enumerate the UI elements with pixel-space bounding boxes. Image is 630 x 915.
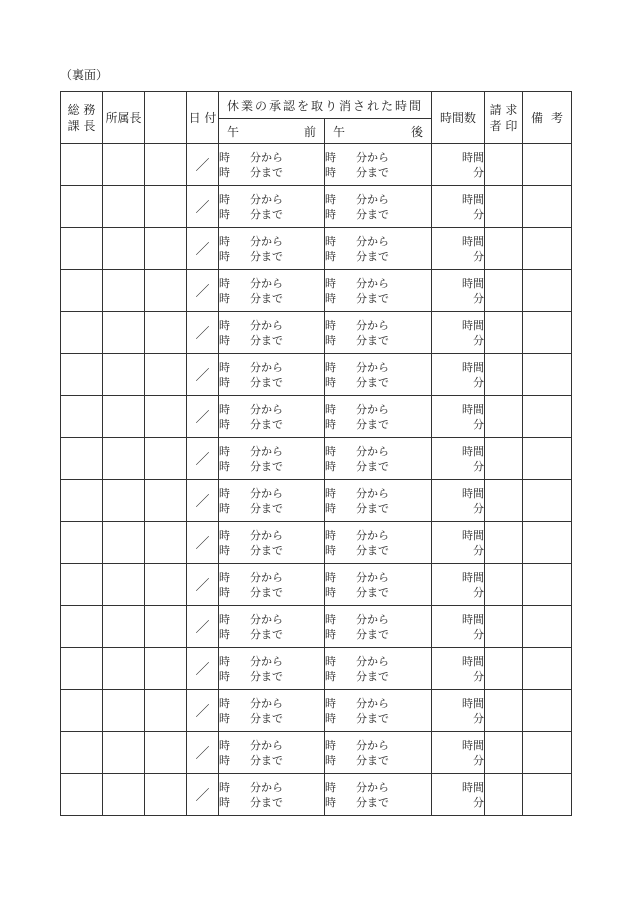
cell-biko[interactable] [523, 480, 572, 522]
cell-gogo-time[interactable]: 時 分から 時 分まで [325, 690, 432, 732]
cell-date[interactable]: ／ [187, 312, 219, 354]
cell-biko[interactable] [523, 396, 572, 438]
cell-gozen-time[interactable]: 時 分から 時 分まで [219, 606, 325, 648]
cell-shozokucho[interactable] [103, 774, 145, 816]
page-side-label: （裏面） [60, 68, 109, 82]
cell-date[interactable]: ／ [187, 228, 219, 270]
cell-seikyusha-in[interactable] [485, 270, 523, 312]
cell-seikyusha-in[interactable] [485, 312, 523, 354]
cell-gogo-time[interactable]: 時 分から 時 分まで [325, 564, 432, 606]
cell-blank[interactable] [145, 690, 187, 732]
cell-seikyusha-in[interactable] [485, 354, 523, 396]
cell-somu-kacho[interactable] [61, 480, 103, 522]
cell-date[interactable]: ／ [187, 564, 219, 606]
cell-gogo-time[interactable]: 時 分から 時 分まで [325, 522, 432, 564]
cell-jikansu[interactable]: 時間 分 [432, 648, 485, 690]
cell-somu-kacho[interactable] [61, 522, 103, 564]
cell-gogo-time[interactable]: 時 分から 時 分まで [325, 732, 432, 774]
cell-biko[interactable] [523, 564, 572, 606]
cell-gogo-time[interactable]: 時 分から 時 分まで [325, 354, 432, 396]
cell-blank[interactable] [145, 774, 187, 816]
cell-date[interactable]: ／ [187, 480, 219, 522]
table-row [61, 312, 572, 354]
cell-biko[interactable] [523, 270, 572, 312]
cell-jikansu[interactable]: 時間 分 [432, 438, 485, 480]
cell-date[interactable]: ／ [187, 732, 219, 774]
cell-gozen-time[interactable]: 時 分から 時 分まで [219, 564, 325, 606]
table-row [61, 648, 572, 690]
table-row [61, 606, 572, 648]
cell-shozokucho[interactable] [103, 144, 145, 186]
table-row [61, 354, 572, 396]
cell-biko[interactable] [523, 690, 572, 732]
cell-somu-kacho[interactable] [61, 354, 103, 396]
cell-seikyusha-in[interactable] [485, 438, 523, 480]
table-row [61, 186, 572, 228]
cell-biko[interactable] [523, 144, 572, 186]
cell-gogo-time[interactable]: 時 分から 時 分まで [325, 186, 432, 228]
cell-blank[interactable] [145, 732, 187, 774]
cell-gogo-time[interactable]: 時 分から 時 分まで [325, 144, 432, 186]
cell-date[interactable]: ／ [187, 774, 219, 816]
cell-date[interactable]: ／ [187, 396, 219, 438]
header-biko: 備 考 [523, 92, 572, 144]
cell-seikyusha-in[interactable] [485, 186, 523, 228]
cell-blank[interactable] [145, 522, 187, 564]
table-row [61, 228, 572, 270]
cell-jikansu[interactable]: 時間 分 [432, 564, 485, 606]
cell-gozen-time[interactable]: 時 分から 時 分まで [219, 774, 325, 816]
header-gogo: 午 後 [325, 119, 432, 144]
table-row [61, 564, 572, 606]
cell-somu-kacho[interactable] [61, 186, 103, 228]
cell-seikyusha-in[interactable] [485, 774, 523, 816]
cell-gozen-time[interactable]: 時 分から 時 分まで [219, 648, 325, 690]
cell-somu-kacho[interactable] [61, 732, 103, 774]
cell-gozen-time[interactable]: 時 分から 時 分まで [219, 480, 325, 522]
cell-somu-kacho[interactable] [61, 648, 103, 690]
cell-blank[interactable] [145, 144, 187, 186]
table-row [61, 396, 572, 438]
cell-shozokucho[interactable] [103, 732, 145, 774]
cell-gozen-time[interactable]: 時 分から 時 分まで [219, 270, 325, 312]
cell-somu-kacho[interactable] [61, 270, 103, 312]
cell-somu-kacho[interactable] [61, 396, 103, 438]
cell-somu-kacho[interactable] [61, 774, 103, 816]
leave-cancellation-table [60, 91, 572, 816]
cell-biko[interactable] [523, 186, 572, 228]
cell-gozen-time[interactable]: 時 分から 時 分まで [219, 228, 325, 270]
header-blank [145, 92, 187, 144]
cell-shozokucho[interactable] [103, 606, 145, 648]
header-shozokucho: 所属長 [103, 92, 145, 144]
header-title: 休業の承認を取り消された時間 [219, 92, 432, 119]
cell-blank[interactable] [145, 648, 187, 690]
cell-shozokucho[interactable] [103, 396, 145, 438]
cell-blank[interactable] [145, 354, 187, 396]
cell-biko[interactable] [523, 648, 572, 690]
cell-blank[interactable] [145, 480, 187, 522]
cell-date[interactable]: ／ [187, 648, 219, 690]
cell-biko[interactable] [523, 606, 572, 648]
cell-shozokucho[interactable] [103, 312, 145, 354]
cell-seikyusha-in[interactable] [485, 690, 523, 732]
cell-blank[interactable] [145, 186, 187, 228]
cell-jikansu[interactable]: 時間 分 [432, 396, 485, 438]
cell-gogo-time[interactable]: 時 分から 時 分まで [325, 438, 432, 480]
cell-gozen-time[interactable]: 時 分から 時 分まで [219, 186, 325, 228]
cell-gogo-time[interactable]: 時 分から 時 分まで [325, 396, 432, 438]
cell-gogo-time[interactable]: 時 分から 時 分まで [325, 270, 432, 312]
header-seikyusha-in: 請 求 者 印 [485, 92, 523, 144]
cell-seikyusha-in[interactable] [485, 522, 523, 564]
cell-gogo-time[interactable]: 時 分から 時 分まで [325, 774, 432, 816]
cell-jikansu[interactable]: 時間 分 [432, 522, 485, 564]
cell-date[interactable]: ／ [187, 186, 219, 228]
cell-blank[interactable] [145, 270, 187, 312]
cell-biko[interactable] [523, 354, 572, 396]
cell-shozokucho[interactable] [103, 438, 145, 480]
cell-shozokucho[interactable] [103, 648, 145, 690]
cell-gozen-time[interactable]: 時 分から 時 分まで [219, 144, 325, 186]
cell-biko[interactable] [523, 228, 572, 270]
cell-biko[interactable] [523, 774, 572, 816]
cell-somu-kacho[interactable] [61, 228, 103, 270]
cell-gogo-time[interactable]: 時 分から 時 分まで [325, 228, 432, 270]
table-row [61, 144, 572, 186]
cell-shozokucho[interactable] [103, 480, 145, 522]
cell-date[interactable]: ／ [187, 606, 219, 648]
header-jikansu: 時間数 [432, 92, 485, 144]
cell-biko[interactable] [523, 312, 572, 354]
cell-somu-kacho[interactable] [61, 564, 103, 606]
cell-seikyusha-in[interactable] [485, 606, 523, 648]
table-row [61, 732, 572, 774]
cell-biko[interactable] [523, 732, 572, 774]
cell-shozokucho[interactable] [103, 690, 145, 732]
cell-date[interactable]: ／ [187, 522, 219, 564]
cell-biko[interactable] [523, 438, 572, 480]
cell-date[interactable]: ／ [187, 690, 219, 732]
cell-shozokucho[interactable] [103, 522, 145, 564]
cell-shozokucho[interactable] [103, 354, 145, 396]
cell-seikyusha-in[interactable] [485, 732, 523, 774]
cell-jikansu[interactable]: 時間 分 [432, 480, 485, 522]
cell-blank[interactable] [145, 396, 187, 438]
cell-gozen-time[interactable]: 時 分から 時 分まで [219, 396, 325, 438]
cell-somu-kacho[interactable] [61, 312, 103, 354]
cell-shozokucho[interactable] [103, 564, 145, 606]
cell-gogo-time[interactable]: 時 分から 時 分まで [325, 312, 432, 354]
cell-seikyusha-in[interactable] [485, 564, 523, 606]
cell-date[interactable]: ／ [187, 438, 219, 480]
table-row [61, 774, 572, 816]
cell-somu-kacho[interactable] [61, 690, 103, 732]
cell-gozen-time[interactable]: 時 分から 時 分まで [219, 312, 325, 354]
cell-biko[interactable] [523, 522, 572, 564]
cell-jikansu[interactable]: 時間 分 [432, 228, 485, 270]
cell-date[interactable]: ／ [187, 354, 219, 396]
table-body [61, 144, 572, 816]
cell-date[interactable]: ／ [187, 144, 219, 186]
cell-blank[interactable] [145, 228, 187, 270]
cell-gogo-time[interactable]: 時 分から 時 分まで [325, 606, 432, 648]
header-gozen: 午 前 [219, 119, 325, 144]
header-somu-kacho: 総 務 課 長 [61, 92, 103, 144]
cell-jikansu[interactable]: 時間 分 [432, 354, 485, 396]
table-row [61, 438, 572, 480]
cell-jikansu[interactable]: 時間 分 [432, 690, 485, 732]
cell-seikyusha-in[interactable] [485, 396, 523, 438]
cell-gozen-time[interactable]: 時 分から 時 分まで [219, 732, 325, 774]
cell-jikansu[interactable]: 時間 分 [432, 606, 485, 648]
cell-blank[interactable] [145, 438, 187, 480]
cell-shozokucho[interactable] [103, 186, 145, 228]
cell-jikansu[interactable]: 時間 分 [432, 186, 485, 228]
cell-gozen-time[interactable]: 時 分から 時 分まで [219, 522, 325, 564]
cell-date[interactable]: ／ [187, 270, 219, 312]
cell-somu-kacho[interactable] [61, 438, 103, 480]
cell-jikansu[interactable]: 時間 分 [432, 732, 485, 774]
cell-gogo-time[interactable]: 時 分から 時 分まで [325, 480, 432, 522]
cell-somu-kacho[interactable] [61, 144, 103, 186]
cell-shozokucho[interactable] [103, 270, 145, 312]
cell-blank[interactable] [145, 606, 187, 648]
cell-gozen-time[interactable]: 時 分から 時 分まで [219, 690, 325, 732]
cell-seikyusha-in[interactable] [485, 480, 523, 522]
cell-somu-kacho[interactable] [61, 606, 103, 648]
table-row [61, 522, 572, 564]
cell-seikyusha-in[interactable] [485, 648, 523, 690]
table-row [61, 480, 572, 522]
cell-gogo-time[interactable]: 時 分から 時 分まで [325, 648, 432, 690]
cell-seikyusha-in[interactable] [485, 228, 523, 270]
cell-shozokucho[interactable] [103, 228, 145, 270]
table-row [61, 690, 572, 732]
cell-jikansu[interactable]: 時間 分 [432, 774, 485, 816]
cell-jikansu[interactable]: 時間 分 [432, 312, 485, 354]
cell-blank[interactable] [145, 564, 187, 606]
cell-gozen-time[interactable]: 時 分から 時 分まで [219, 354, 325, 396]
cell-gozen-time[interactable]: 時 分から 時 分まで [219, 438, 325, 480]
cell-jikansu[interactable]: 時間 分 [432, 270, 485, 312]
cell-blank[interactable] [145, 312, 187, 354]
cell-seikyusha-in[interactable] [485, 144, 523, 186]
header-hizuke: 日 付 [187, 92, 219, 144]
cell-jikansu[interactable]: 時間 分 [432, 144, 485, 186]
table-row [61, 270, 572, 312]
